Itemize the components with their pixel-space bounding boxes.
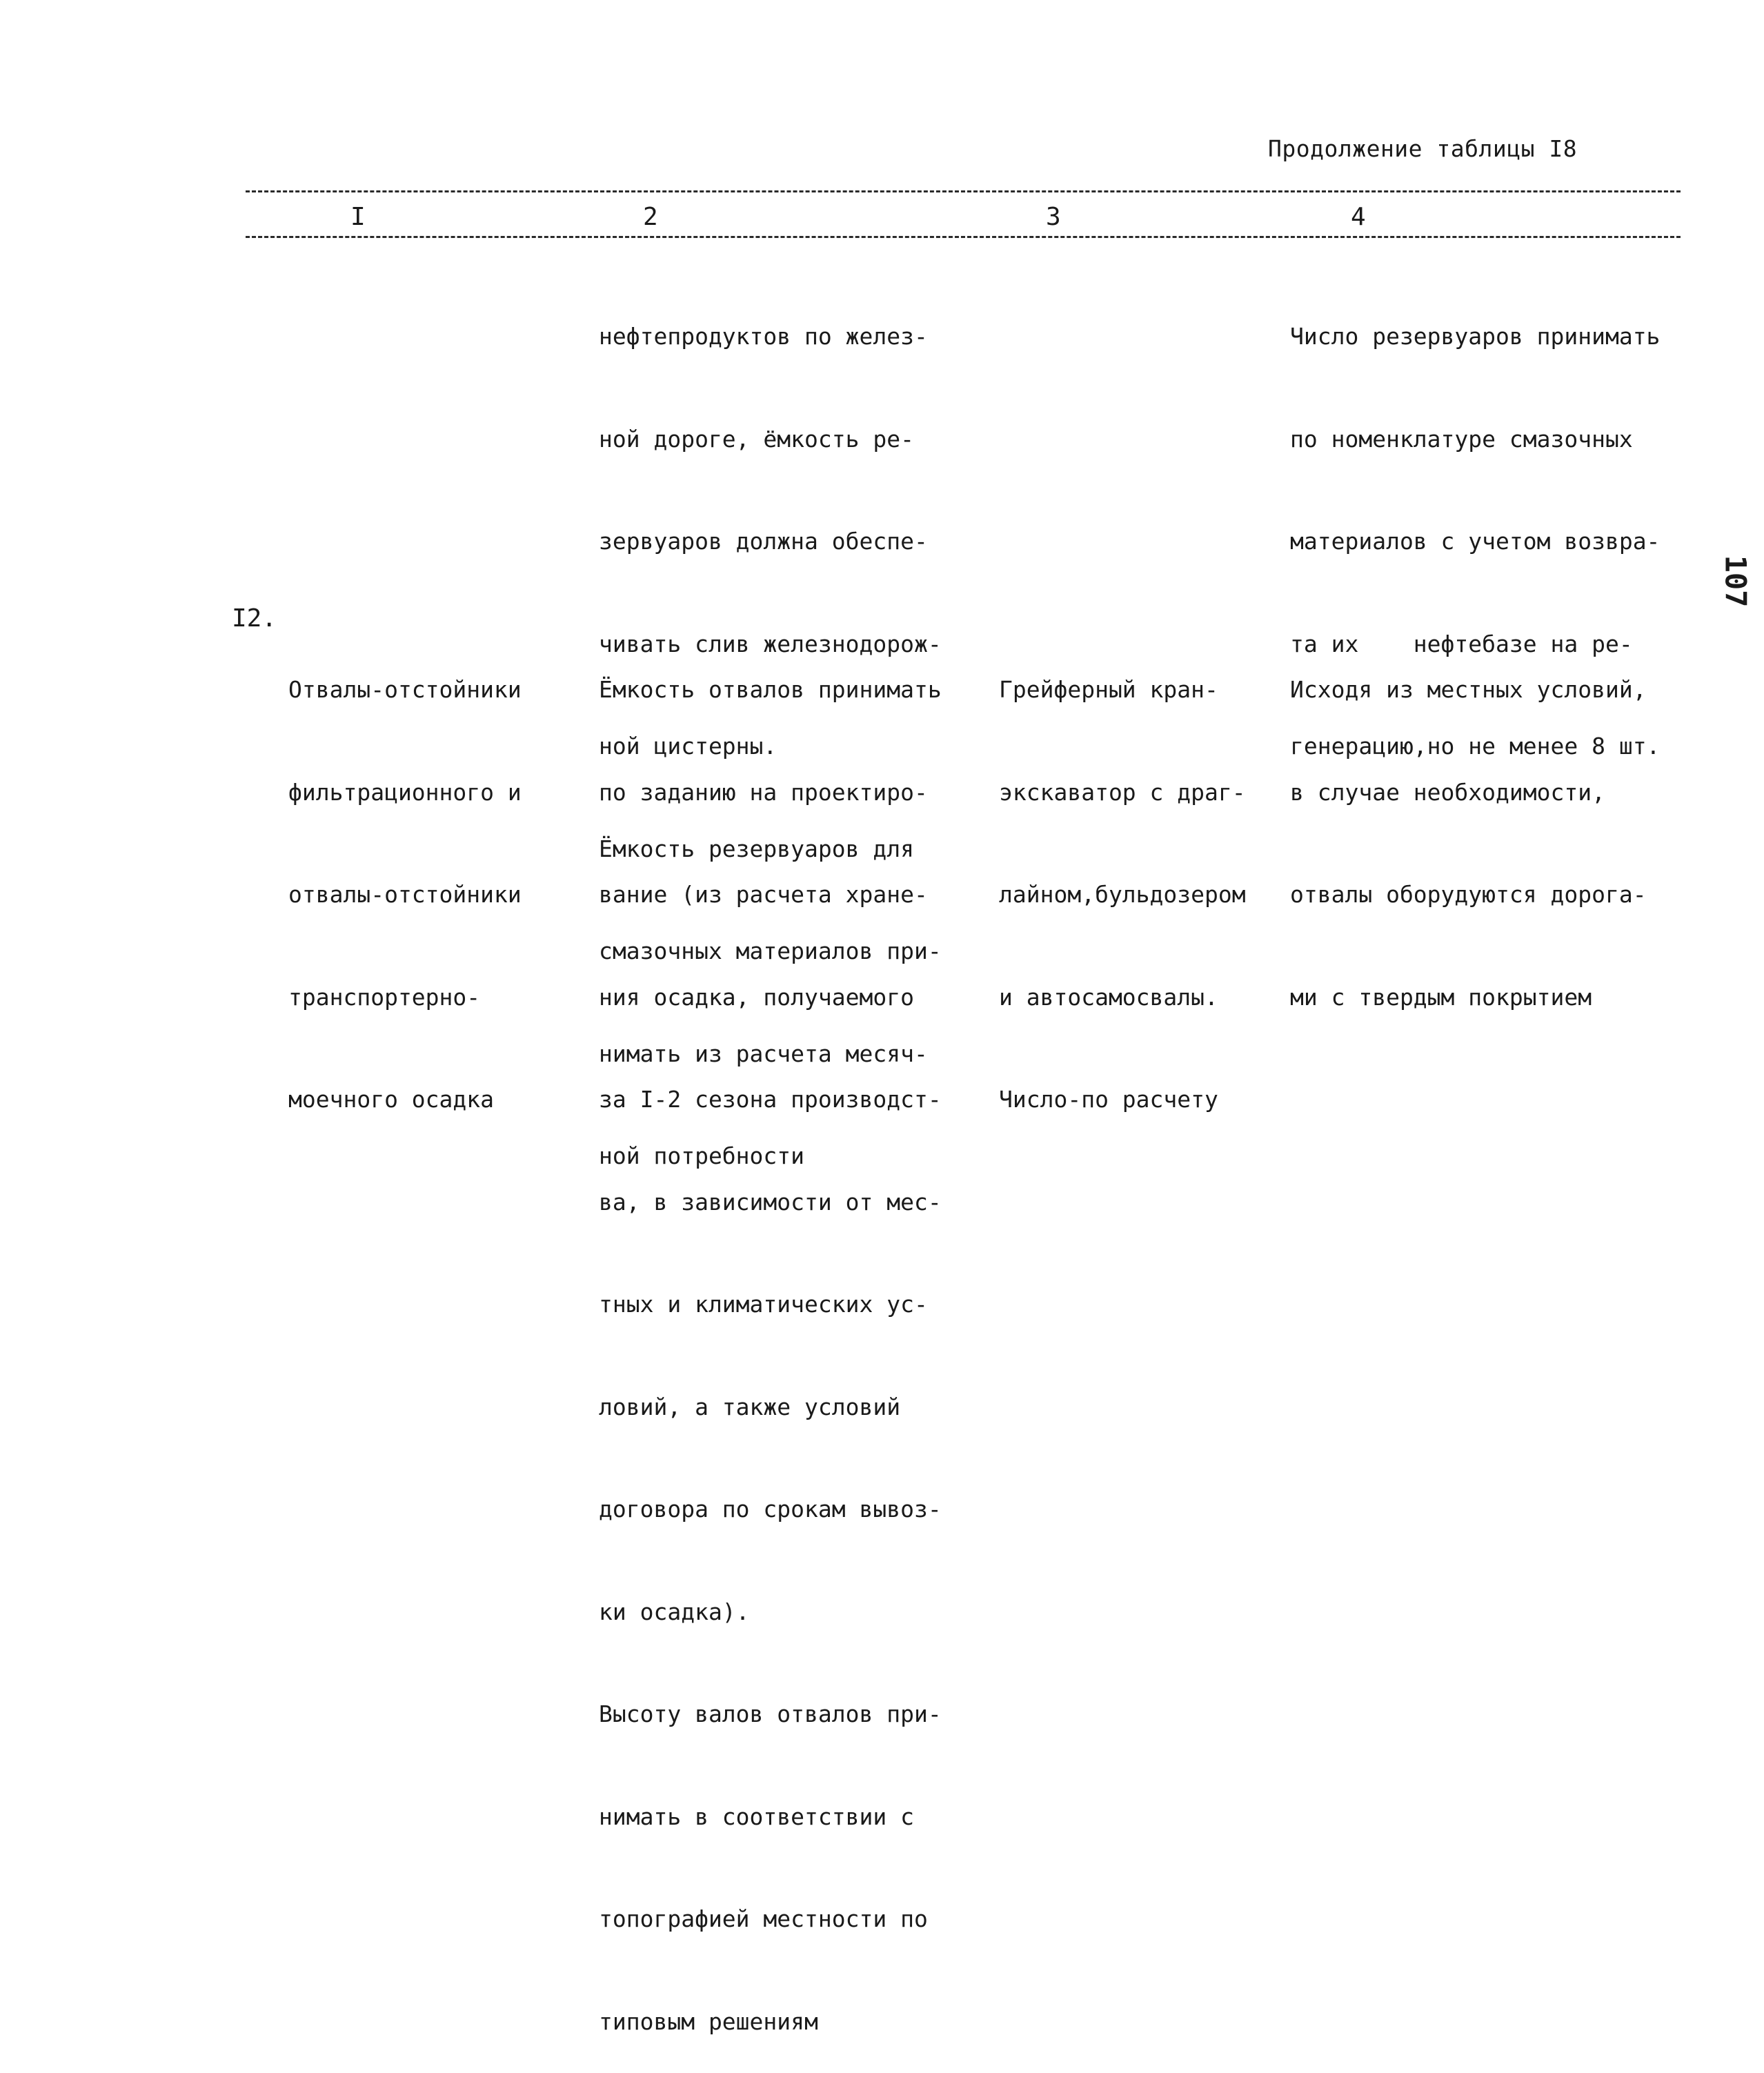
cell-line: и автосамосвалы. <box>999 983 1218 1011</box>
cell-line: ния осадка, получаемого <box>599 983 914 1011</box>
header-top-rule <box>246 190 1681 192</box>
cell-line: отвалы оборудуются дорога- <box>1290 881 1647 908</box>
cell-line: ной потребности <box>599 1142 805 1169</box>
cell-line: лайном,бульдозером <box>999 881 1246 908</box>
cell-line: отвалы-отстойники <box>288 881 522 908</box>
cell-line: Ёмкость резервуаров для <box>599 835 914 862</box>
cell-line: в случае необходимости, <box>1290 778 1605 806</box>
table-caption: Продолжение таблицы I8 <box>1268 135 1578 162</box>
cell-line: Ёмкость отвалов принимать <box>599 676 942 703</box>
column-header-2: 2 <box>643 203 658 231</box>
cell-line: по заданию на проектиро- <box>599 778 928 806</box>
cell-line: Число-по расчету <box>999 1086 1218 1113</box>
cell-line: зервуаров должна обеспе- <box>599 528 928 555</box>
cell-line: нимать из расчета месяч- <box>599 1040 928 1067</box>
cell-line: топографией местности по <box>599 1905 928 1932</box>
cell-line: Высоту валов отвалов при- <box>599 1700 942 1727</box>
row12-col4-cell <box>1290 604 1647 1049</box>
cell-line: материалов с учетом возвра- <box>1290 528 1661 555</box>
page-number: 107 <box>1718 555 1753 608</box>
column-header-4: 4 <box>1351 203 1366 231</box>
header-bottom-rule <box>246 236 1681 238</box>
cell-line: чивать слив железнодорож- <box>599 630 942 657</box>
cell-line: ва, в зависимости от мес- <box>599 1188 942 1216</box>
cell-line: фильтрационного и <box>288 778 522 806</box>
cell-line: по номенклатуре смазочных <box>1290 425 1633 453</box>
cell-line: Отвалы-отстойники <box>288 676 522 703</box>
row-number: I2. <box>232 604 277 633</box>
cell-line: нимать в соответствии с <box>599 1803 914 1830</box>
column-header-1: I <box>350 203 366 231</box>
cell-line: ной дороге, ёмкость ре- <box>599 425 914 453</box>
row12-col3-cell <box>999 604 1246 1151</box>
cell-line: тных и климатических ус- <box>599 1291 928 1318</box>
cell-line: Исходя из местных условий, <box>1290 676 1647 703</box>
cell-line: ми с твердым покрытием <box>1290 983 1592 1011</box>
cell-line: типовым решениям <box>599 2007 818 2035</box>
cell-line: та их нефтебазе на ре- <box>1290 630 1633 657</box>
cell-line: договора по срокам вывоз- <box>599 1496 942 1522</box>
cell-line: транспортерно- <box>288 983 481 1011</box>
cell-line: Грейферный кран- <box>999 676 1218 703</box>
cell-line: нефтепродуктов по желез- <box>599 323 928 350</box>
cell-line: экскаватор с драг- <box>999 778 1246 806</box>
cell-line: ной цистерны. <box>599 733 777 760</box>
cell-line: смазочных материалов при- <box>599 938 942 964</box>
cell-line: за I-2 сезона производст- <box>599 1086 942 1113</box>
cell-line: ки осадка). <box>599 1598 750 1625</box>
cell-line: генерацию,но не менее 8 шт. <box>1290 733 1661 760</box>
cell-line: Число резервуаров принимать <box>1290 323 1661 350</box>
row12-col2-cell <box>599 604 942 2073</box>
cell-line: вание (из расчета хране- <box>599 881 928 908</box>
cell-line: ловий, а также условий <box>599 1393 901 1420</box>
column-header-3: 3 <box>1046 203 1061 231</box>
cell-line: моечного осадка <box>288 1086 495 1113</box>
row12-col1-cell <box>288 604 522 1151</box>
